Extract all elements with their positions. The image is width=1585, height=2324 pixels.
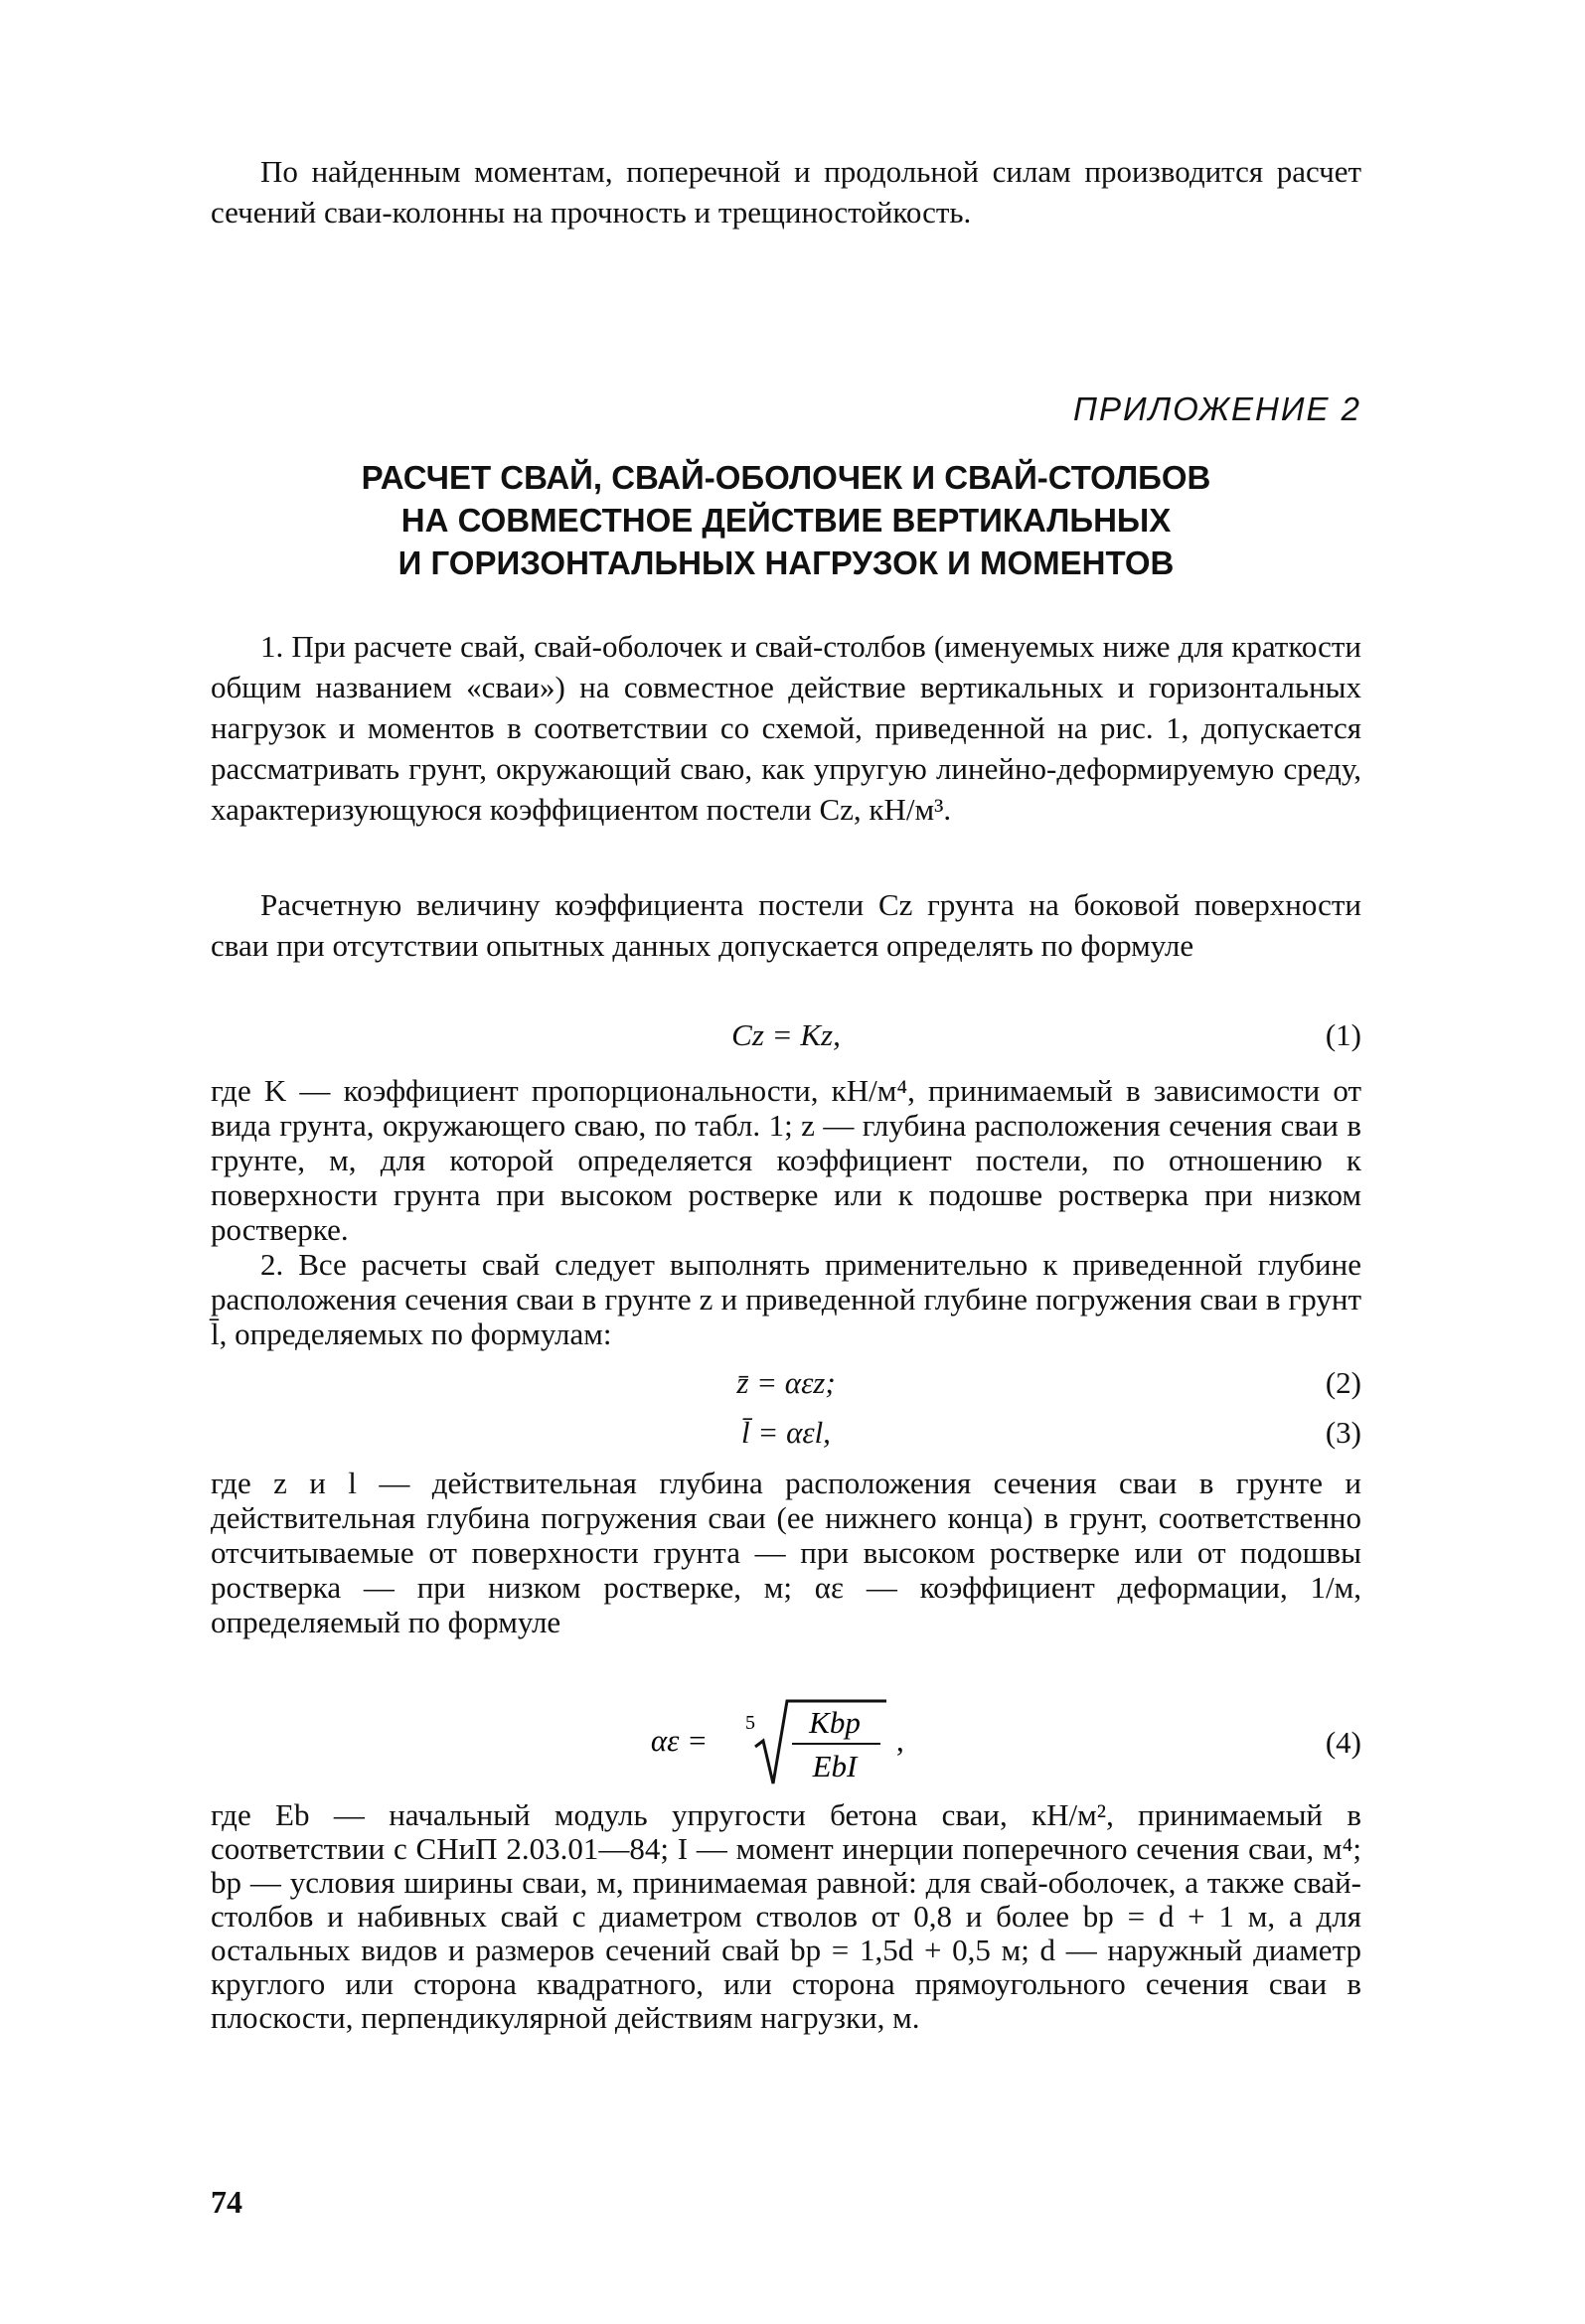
paragraph-4: 2. Все расчеты свай следует выполнять применительно к приведенной глубине расположения сечения сваи в грунте z и приведенной глубине погружения сваи в грунт l̄, определяемых по формулам: <box>211 1247 1361 1351</box>
formula-1 <box>211 1013 1361 1057</box>
formula-1-number: (1) <box>1325 1017 1361 1052</box>
formula-2 <box>211 1361 1361 1405</box>
formula-4 <box>211 1689 1361 1798</box>
intro-paragraph: По найденным моментам, поперечной и продольной силам производится расчет сечений сваи-колонны на прочность и трещиностойкость. <box>211 154 1361 230</box>
formula-2-number: (2) <box>1325 1365 1361 1400</box>
appendix-label: ПРИЛОЖЕНИЕ 2 <box>1073 390 1361 427</box>
heading-line-2: НА СОВМЕСТНОЕ ДЕЙСТВИЕ ВЕРТИКАЛЬНЫХ <box>400 502 1172 539</box>
formula-4-tail: , <box>896 1723 904 1758</box>
paragraph-3: где K — коэффициент пропорциональности, кН/м⁴, принимаемый в зависимости от вида грунта, окружающего сваю, по табл. 1; z — глубина расположения сечения сваи в грунте, м, для которой определяется коэффициент постели, по отношению к поверхности грунта при высоком ростверке или к подошве ростверка при низком ростверке. <box>211 1073 1361 1247</box>
formula-4-graphic <box>211 1689 1361 1798</box>
heading-line-1: РАСЧЕТ СВАЙ, СВАЙ-ОБОЛОЧЕК И СВАЙ-СТОЛБОВ <box>361 459 1211 496</box>
formula-4-numerator: Kbp <box>809 1705 861 1740</box>
heading-line-3: И ГОРИЗОНТАЛЬНЫХ НАГРУЗОК И МОМЕНТОВ <box>397 544 1175 581</box>
formula-3 <box>211 1411 1361 1455</box>
section-heading <box>211 456 1361 584</box>
paragraph-2: Расчетную величину коэффициента постели Cz грунта на боковой поверхности сваи при отсутствии опытных данных допускается определять по формуле <box>211 887 1361 963</box>
formula-3-number: (3) <box>1325 1415 1361 1450</box>
paragraph-1: 1. При расчете свай, свай-оболочек и свай-столбов (именуемых ниже для краткости общим названием «сваи») на совместное действие вертикальных и горизонтальных нагрузок и моментов в соответствии со схемой, приведенной на рис. 1, допускается рассматривать грунт, окружающий сваю, как упругую линейно-деформируемую среду, характеризующуюся коэффициентом постели Cz, кН/м³. <box>211 629 1361 827</box>
formula-2-expression: z̄ = αεz; <box>736 1365 836 1400</box>
formula-4-root-index: 5 <box>745 1712 755 1734</box>
formula-4-number: (4) <box>1325 1725 1361 1760</box>
paragraph-5: где z и l — действительная глубина расположения сечения сваи в грунте и действительная глубина погружения сваи (ее нижнего конца) в грунт, соответственно отсчитываемые от поверхности грунта — при высоком ростверке или от подошвы ростверка — при низком ростверке, м; αε — коэффициент деформации, 1/м, определяемый по формуле <box>211 1466 1361 1639</box>
page-number: 74 <box>211 2184 242 2220</box>
formula-3-expression: l̄ = αεl, <box>741 1415 831 1450</box>
formula-4-denominator: EbI <box>812 1749 858 1783</box>
paragraph-6: где Eb — начальный модуль упругости бетона сваи, кН/м², принимаемый в соответствии с СНиП 2.03.01—84; I — момент инерции поперечного сечения сваи, м⁴; bp — условия ширины сваи, м, принимаемая равной: для свай-оболочек, а также свай-столбов и набивных свай с диаметром стволов от 0,8 и более bp = d + 1 м, а для остальных видов и размеров сечений свай bp = 1,5d + 0,5 м; d — наружный диаметр круглого или сторона квадратного, или сторона прямоугольного сечения сваи в плоскости, перпендикулярной действиям нагрузки, м. <box>211 1797 1361 2035</box>
formula-1-expression: Cz = Kz, <box>731 1017 841 1052</box>
formula-4-lhs: αε = <box>650 1723 708 1758</box>
